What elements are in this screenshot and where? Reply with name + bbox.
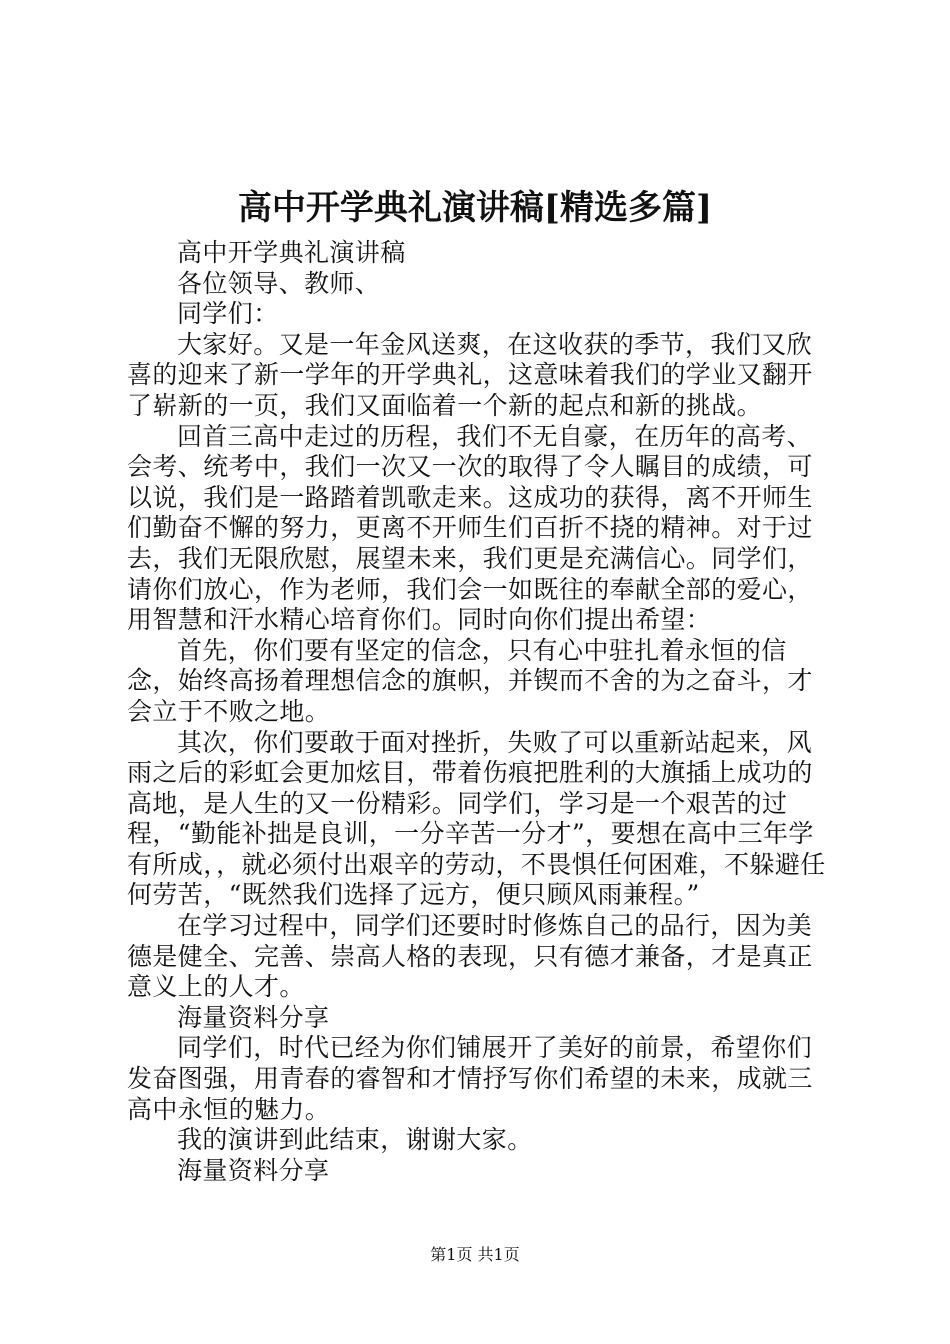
- paragraph-second: 其次，你们要敢于面对挫折，失败了可以重新站起来，风雨之后的彩虹会更加炫目，带着伤痕把胜利的大旗插上成功的高地，是人生的又一份精彩。同学们，学习是一个艰苦的过程，“勤能补拙是良训，一分辛苦一分才”，要想在高中三年学有所成，，就必须付出艰辛的劳动，不畏惧任何困难，不躲避任何劳苦，“既然我们选择了远方，便只顾风雨兼程。”: [127, 727, 826, 910]
- paragraph-closing: 我的演讲到此结束，谢谢大家。: [177, 1125, 533, 1155]
- paragraph-subtitle: 高中开学典礼演讲稿: [177, 238, 406, 267]
- paragraph-salutation-1: 各位领导、教师、: [177, 268, 381, 298]
- paragraph-first: 首先，你们要有坚定的信念，只有心中驻扎着永恒的信念，始终高扬着理想信念的旗帜，并锲而不舍的为之奋斗，才会立于不败之地。: [127, 635, 813, 726]
- paragraph-share-note-1: 海量资料分享: [177, 1002, 330, 1032]
- paragraph-salutation-2: 同学们：: [177, 299, 279, 329]
- paragraph-hope: 同学们，时代已经为你们铺展开了美好的前景，希望你们发奋图强，用青春的睿智和才情抒写你们希望的未来，成就三高中永恒的魅力。: [127, 1033, 813, 1124]
- paragraph-character: 在学习过程中，同学们还要时时修炼自己的品行，因为美德是健全、完善、崇高人格的表现，只有德才兼备，才是真正意义上的人才。: [127, 911, 813, 1002]
- document-title: 高中开学典礼演讲稿[精选多篇]: [237, 188, 713, 228]
- page-number-footer: 第1页 共1页: [430, 1245, 520, 1264]
- document-body: [127, 238, 837, 1186]
- paragraph-history: 回首三高中走过的历程，我们不无自豪，在历年的高考、会考、统考中，我们一次又一次的取得了令人瞩目的成绩，可以说，我们是一路踏着凯歌走来。这成功的获得，离不开师生们勤奋不懈的努力，更离不开师生们百折不挠的精神。对于过去，我们无限欣慰，展望未来，我们更是充满信心。同学们，请你们放心，作为老师，我们会一如既往的奉献全部的爱心，用智慧和汗水精心培育你们。同时向你们提出希望：: [127, 421, 813, 635]
- paragraph-greeting: 大家好。又是一年金风送爽，在这收获的季节，我们又欣喜的迎来了新一学年的开学典礼，这意味着我们的学业又翻开了崭新的一页，我们又面临着一个新的起点和新的挑战。: [127, 329, 813, 420]
- paragraph-share-note-2: 海量资料分享: [177, 1155, 330, 1185]
